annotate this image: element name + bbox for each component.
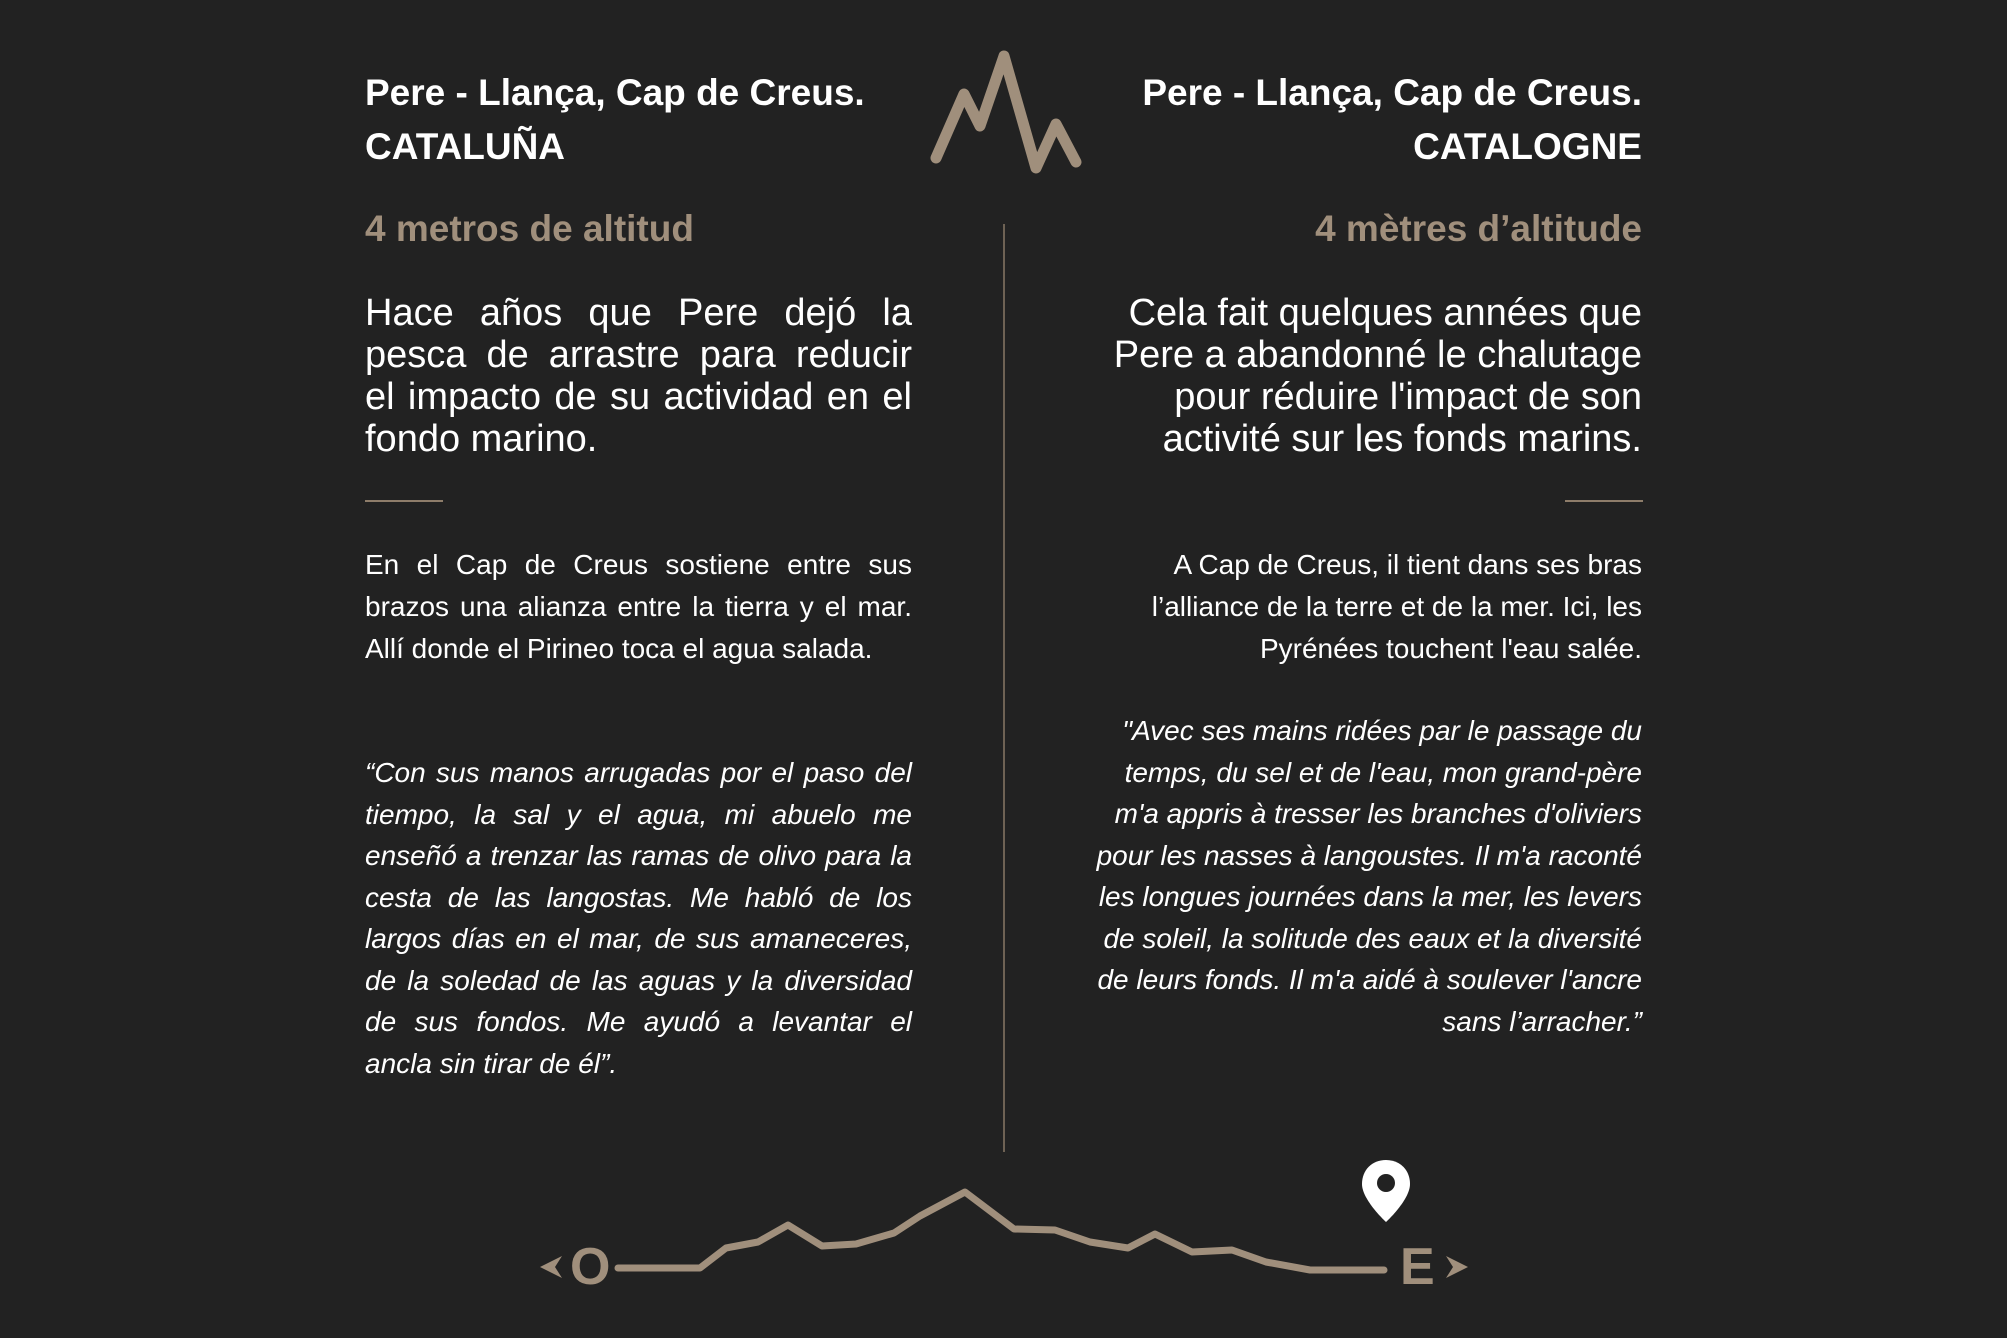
west-arrow-icon [538, 1254, 564, 1280]
left-title-line1: Pere - Llança, Cap de Creus. [365, 72, 865, 113]
location-pin-icon [1360, 1158, 1412, 1224]
right-quote-text: "Avec ses mains ridées par le passage du temps, du sel et de l'eau, mon grand-père m'a appris à tresser les branches d'oliviers pour les nasses à langoustes. Il m'a raconté les longues journées dans la mer, les levers de soleil, la solitude des eaux et la diversité de leurs fonds. Il m'a aidé à soulever l'ancre sans l’arracher.” [1096, 715, 1642, 1037]
left-column [365, 66, 912, 174]
west-label: O [570, 1238, 611, 1296]
east-label: E [1400, 1238, 1435, 1296]
right-body-text: A Cap de Creus, il tient dans ses bras l’alliance de la terre et de la mer. Ici, les Pyrénées touchent l'eau salée. [1151, 549, 1642, 664]
east-arrow-icon [1444, 1254, 1470, 1280]
left-title-line2: CATALUÑA [365, 126, 566, 167]
center-divider [1003, 224, 1005, 1152]
left-body-text: En el Cap de Creus sostiene entre sus brazos una alianza entre la tierra y el mar. Allí donde el Pirineo toca el agua salada. [365, 549, 912, 664]
right-altitude: 4 mètres d’altitude [1315, 208, 1642, 249]
elevation-profile [530, 1180, 1470, 1300]
left-lead-text: Hace años que Pere dejó la pesca de arrastre para reducir el impacto de su actividad en el fondo marino. [365, 292, 912, 460]
right-title-line2: CATALOGNE [1413, 126, 1642, 167]
mountain-logo-icon [930, 50, 1080, 180]
left-altitude: 4 metros de altitud [365, 208, 694, 249]
left-short-divider [365, 500, 443, 502]
right-lead-text: Cela fait quelques années que Pere a abandonné le chalutage pour réduire l'impact de son activité sur les fonds marins. [1113, 292, 1642, 460]
left-quote-text: “Con sus manos arrugadas por el paso del tiempo, la sal y el agua, mi abuelo me enseñó a trenzar las ramas de olivo para la cesta de las langostas. Me habló de los largos días en el mar, de sus amaneceres, de la soledad de las aguas y la diversidad de sus fondos. Me ayudó a levantar el ancla sin tirar de él”. [365, 757, 912, 1079]
right-column [1085, 66, 1642, 174]
right-short-divider [1565, 500, 1643, 502]
right-title-line1: Pere - Llança, Cap de Creus. [1142, 72, 1642, 113]
